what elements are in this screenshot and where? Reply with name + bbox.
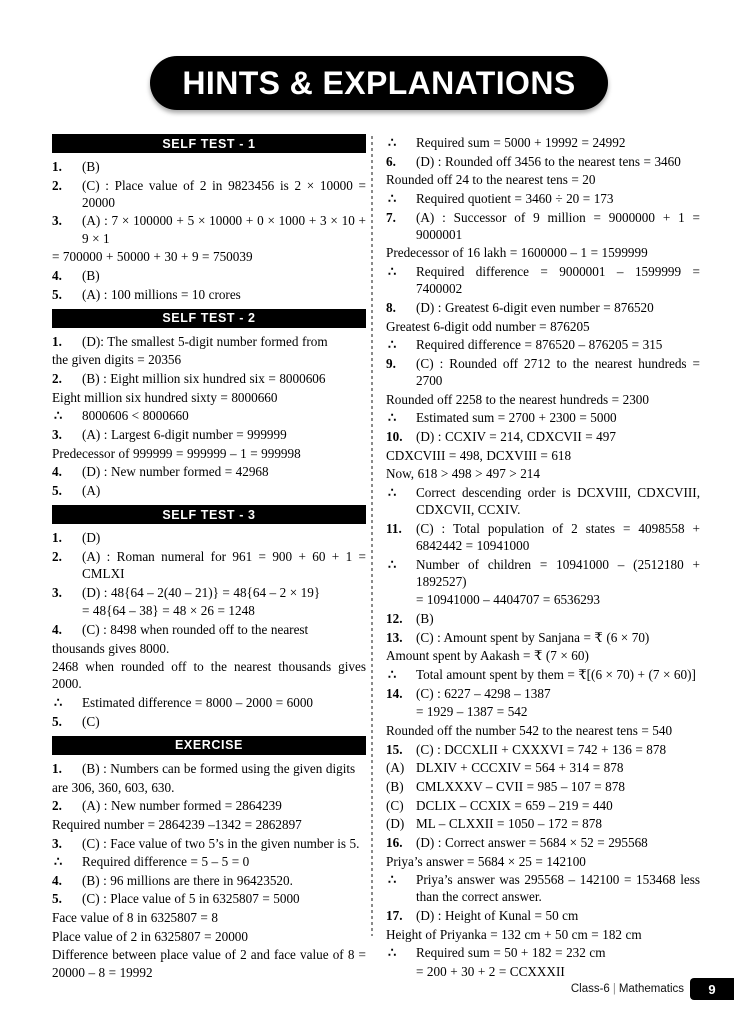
therefore-text: Estimated sum = 2700 + 2300 = 5000: [416, 410, 617, 426]
solution-number: 17.: [386, 908, 403, 924]
page-title: HINTS & EXPLANATIONS: [182, 64, 576, 101]
continuation-line: Eight million six hundred sixty = 8000660: [52, 389, 278, 405]
therefore-icon: ∴: [388, 264, 397, 280]
solution-item: [386, 299, 700, 316]
therefore-icon: ∴: [388, 410, 397, 426]
therefore-text: Required difference = 9000001 – 1599999 = 7400002: [416, 264, 700, 297]
solution-number: 7.: [386, 209, 396, 225]
solution-text: (A) : 7 × 100000 + 5 × 10000 + 0 × 1000 + 3 × 10 + 9 × 1: [82, 213, 366, 246]
therefore-line: [52, 407, 366, 424]
continuation-line: Predecessor of 16 lakh = 1600000 – 1 = 1599999: [386, 245, 648, 261]
continuation-line: Rounded off 24 to the nearest tens = 20: [386, 172, 596, 188]
option-line: [386, 797, 700, 814]
solution-item: [52, 872, 366, 889]
solution-number: 2.: [52, 798, 62, 814]
continuation-indented-line: = 200 + 30 + 2 = CCXXXII: [416, 964, 565, 980]
option-line: [386, 759, 700, 776]
solution-text: (C) : DCCXLII + CXXXVI = 742 + 136 = 878: [416, 741, 667, 757]
solution-text: (C) : Amount spent by Sanjana = ₹ (6 × 70): [416, 629, 650, 645]
option-label: (A): [386, 760, 405, 776]
section-heading-bar: [52, 736, 366, 755]
continuation-line: Face value of 8 in 6325807 = 8: [52, 910, 218, 926]
solution-text: (D): The smallest 5-digit number formed from: [82, 333, 328, 349]
option-text: CMLXXXV – CVII = 985 – 107 = 878: [416, 778, 625, 794]
solution-text: (C) : Place value of 2 in 9823456 is 2 × 10000 = 20000: [82, 177, 366, 210]
solution-text: (D): [82, 530, 101, 546]
therefore-line: [386, 944, 700, 961]
solution-number: 5.: [52, 713, 62, 729]
continuation-line: = 700000 + 50000 + 30 + 9 = 750039: [52, 249, 253, 265]
continuation-line: Rounded off the number 542 to the nearest tens = 540: [386, 723, 673, 738]
continuation-indented-line: = 1929 – 1387 = 542: [416, 704, 528, 720]
section-heading-bar: [52, 309, 366, 328]
therefore-text: Number of children = 10941000 – (2512180 + 1892527): [416, 556, 700, 589]
continuation-line: Place value of 2 in 6325807 = 20000: [52, 928, 248, 944]
therefore-icon: ∴: [388, 190, 397, 206]
solution-number: 14.: [386, 685, 403, 701]
solution-text: (D) : Greatest 6-digit even number = 876520: [416, 299, 654, 315]
solution-number: 1.: [52, 333, 62, 349]
therefore-line: [386, 263, 700, 297]
solution-text: (B): [82, 267, 100, 283]
solution-item: [52, 713, 366, 730]
solution-item: [52, 890, 366, 907]
page-number: 9: [708, 981, 716, 997]
therefore-text: Estimated difference = 8000 – 2000 = 6000: [82, 695, 314, 711]
option-label: (B): [386, 778, 404, 794]
solution-number: 5.: [52, 286, 62, 302]
page-footer: [571, 978, 734, 1000]
solution-item: [386, 428, 700, 445]
solution-text: (D) : Correct answer = 5684 × 52 = 295568: [416, 834, 648, 850]
continuation-line: Greatest 6-digit odd number = 876205: [386, 318, 590, 334]
solution-item: [52, 333, 366, 350]
therefore-text: Required sum = 5000 + 19992 = 24992: [416, 135, 626, 150]
therefore-icon: ∴: [388, 872, 397, 888]
solution-item: [386, 834, 700, 851]
solution-number: 4.: [52, 267, 62, 283]
solution-item: [52, 370, 366, 387]
solution-item: [386, 629, 700, 646]
continuation-line: thousands gives 8000.: [52, 640, 170, 656]
therefore-icon: ∴: [388, 945, 397, 961]
section-heading-bar: [52, 505, 366, 524]
solution-number: 12.: [386, 611, 403, 627]
continuation-line: Required number = 2864239 –1342 = 2862897: [52, 816, 302, 832]
solution-text: (A): [82, 483, 101, 498]
solution-number: 4.: [52, 621, 62, 637]
solution-text: (B): [82, 159, 100, 174]
solution-item: [52, 797, 366, 814]
solution-text: (D) : CCXIV = 214, CDXCVII = 497: [416, 429, 616, 444]
solution-item: [52, 426, 366, 443]
solution-item: [52, 267, 366, 284]
solution-number: 9.: [386, 355, 396, 371]
solution-number: 3.: [52, 584, 62, 600]
solution-text: (A) : Successor of 9 million = 9000000 + 1 = 9000001: [416, 209, 700, 242]
solution-text: (A) : 100 millions = 10 crores: [82, 286, 241, 302]
solution-text: (C) : Face value of two 5’s in the given number is 5.: [82, 835, 360, 851]
therefore-line: [386, 556, 700, 590]
therefore-text: Priya’s answer was 295568 – 142100 = 153468 less than the correct answer.: [416, 872, 700, 905]
therefore-line: [386, 484, 700, 518]
solution-text: (A) : New number formed = 2864239: [82, 798, 282, 814]
right-column: [386, 134, 700, 982]
solution-item: [52, 212, 366, 246]
solution-text: (C) : Rounded off 2712 to the nearest hundreds = 2700: [416, 355, 700, 389]
footer-text: [571, 983, 684, 995]
solution-number: 2.: [52, 371, 62, 387]
continuation-line: Difference between place value of 2 and face value of 8 = 20000 – 8 = 19992: [52, 947, 366, 980]
continuation-line: are 306, 360, 603, 630.: [52, 779, 175, 795]
therefore-icon: ∴: [54, 854, 63, 870]
therefore-icon: ∴: [388, 484, 397, 500]
solution-item: [52, 482, 366, 499]
page-title-banner: [150, 56, 608, 110]
solution-number: 1.: [52, 760, 62, 776]
therefore-line: [386, 134, 700, 151]
therefore-line: [386, 336, 700, 353]
continuation-line: 2468 when rounded off to the nearest thousands gives 2000.: [52, 659, 366, 692]
therefore-text: Required sum = 50 + 182 = 232 cm: [416, 945, 606, 961]
solution-number: 4.: [52, 464, 62, 480]
solution-number: 4.: [52, 872, 62, 888]
section-heading-label: EXERCISE: [174, 738, 243, 753]
therefore-line: [386, 871, 700, 905]
option-line: [386, 815, 700, 832]
continuation-line: the given digits = 20356: [52, 352, 182, 368]
solution-item: [386, 907, 700, 924]
therefore-line: [386, 190, 700, 207]
solution-item: [386, 209, 700, 243]
solution-item: [386, 610, 700, 627]
solution-text: (B) : Eight million six hundred six = 8000606: [82, 371, 326, 387]
solution-number: 3.: [52, 213, 62, 229]
solution-item: [52, 177, 366, 211]
solution-number: 8.: [386, 299, 396, 315]
solution-text: (A) : Roman numeral for 961 = 900 + 60 + 1 = CMLXI: [82, 548, 366, 581]
continuation-line: Rounded off 2258 to the nearest hundreds = 2300: [386, 391, 649, 407]
column-divider: [371, 136, 373, 936]
solution-text: (C) : Place value of 5 in 6325807 = 5000: [82, 891, 300, 907]
solution-number: 13.: [386, 629, 403, 645]
footer-subject-label: Mathematics: [618, 983, 684, 995]
option-text: DLXIV + CCCXIV = 564 + 314 = 878: [416, 760, 624, 776]
solution-item: [52, 584, 366, 601]
footer-class-label: Class-6: [570, 983, 610, 995]
solution-text: (B) : Numbers can be formed using the given digits: [82, 760, 356, 776]
option-line: [386, 778, 700, 795]
section-heading-label: SELF TEST - 1: [162, 136, 256, 151]
solution-number: 1.: [52, 530, 62, 546]
solution-text: (C) : 8498 when rounded off to the nearest: [82, 621, 309, 637]
therefore-icon: ∴: [388, 135, 397, 150]
therefore-line: [386, 666, 700, 683]
option-label: (D): [386, 816, 405, 832]
solution-number: 5.: [52, 483, 62, 498]
option-text: DCLIX – CCXIX = 659 – 219 = 440: [416, 797, 613, 813]
therefore-line: [52, 853, 366, 870]
solution-text: (A) : Largest 6-digit number = 999999: [82, 427, 287, 443]
continuation-line: Height of Priyanka = 132 cm + 50 cm = 182 cm: [386, 926, 642, 942]
solution-item: [52, 158, 366, 175]
continuation-line: Amount spent by Aakash = ₹ (7 × 60): [386, 648, 589, 664]
solution-number: 2.: [52, 548, 62, 564]
therefore-text: Required difference = 876520 – 876205 = 315: [416, 337, 663, 353]
solution-text: (C) : Total population of 2 states = 4098558 + 6842442 = 10941000: [416, 520, 700, 553]
solution-item: [52, 529, 366, 546]
solution-number: 3.: [52, 835, 62, 851]
therefore-icon: ∴: [388, 556, 397, 572]
section-heading-label: SELF TEST - 2: [162, 311, 256, 326]
page-number-badge: [690, 978, 734, 1000]
continuation-indented-line: = 10941000 – 4404707 = 6536293: [416, 592, 601, 608]
continuation-line: Priya’s answer = 5684 × 25 = 142100: [386, 853, 586, 869]
option-text: ML – CLXXII = 1050 – 172 = 878: [416, 816, 602, 832]
solution-text: (D) : Rounded off 3456 to the nearest tens = 3460: [416, 153, 681, 169]
solution-item: [52, 548, 366, 582]
solution-item: [52, 760, 366, 777]
solution-text: (B): [416, 611, 434, 627]
continuation-line: Now, 618 > 498 > 497 > 214: [386, 466, 540, 482]
solution-item: [386, 741, 700, 758]
continuation-indented-line: = 48{64 – 38} = 48 × 26 = 1248: [82, 603, 255, 619]
therefore-line: [52, 694, 366, 711]
solution-text: (C): [82, 713, 100, 729]
solution-text: (D) : New number formed = 42968: [82, 464, 269, 480]
continuation-line: CDXCVIII = 498, DCXVIII = 618: [386, 447, 572, 463]
solution-item: [52, 286, 366, 303]
option-label: (C): [386, 797, 404, 813]
solution-number: 5.: [52, 891, 62, 907]
therefore-line: [386, 409, 700, 426]
solution-number: 3.: [52, 427, 62, 443]
solution-number: 16.: [386, 834, 403, 850]
solution-text: (D) : Height of Kunal = 50 cm: [416, 908, 579, 924]
solution-item: [52, 835, 366, 852]
section-heading-label: SELF TEST - 3: [162, 507, 256, 522]
solution-item: [52, 621, 366, 638]
solution-text: (D) : 48{64 – 2(40 – 21)} = 48{64 – 2 × 19}: [82, 584, 321, 600]
left-column: [52, 134, 366, 982]
therefore-icon: ∴: [54, 408, 63, 424]
section-heading-bar: [52, 134, 366, 153]
solution-text: (B) : 96 millions are there in 96423520.: [82, 872, 293, 888]
solution-item: [386, 685, 700, 702]
therefore-text: 8000606 < 8000660: [82, 408, 189, 424]
solution-item: [386, 355, 700, 389]
therefore-text: Correct descending order is DCXVIII, CDXCVIII, CDXCVII, CCXIV.: [416, 484, 700, 518]
solution-number: 15.: [386, 741, 403, 757]
footer-separator: |: [612, 983, 616, 995]
therefore-text: Total amount spent by them = ₹[(6 × 70) + (7 × 60)]: [416, 667, 696, 683]
therefore-text: Required quotient = 3460 ÷ 20 = 173: [416, 190, 614, 206]
solution-number: 10.: [386, 429, 403, 444]
solution-number: 1.: [52, 159, 62, 174]
therefore-icon: ∴: [54, 695, 63, 711]
solution-item: [52, 463, 366, 480]
therefore-icon: ∴: [388, 667, 397, 683]
solution-number: 11.: [386, 520, 402, 536]
solution-number: 6.: [386, 153, 396, 169]
page-body: [0, 134, 752, 980]
continuation-line: Predecessor of 999999 = 999999 – 1 = 999998: [52, 445, 301, 461]
solution-text: (C) : 6227 – 4298 – 1387: [416, 685, 551, 701]
therefore-icon: ∴: [388, 337, 397, 353]
solution-number: 2.: [52, 177, 62, 193]
solution-item: [386, 520, 700, 554]
solution-item: [386, 153, 700, 170]
therefore-text: Required difference = 5 – 5 = 0: [82, 854, 250, 870]
